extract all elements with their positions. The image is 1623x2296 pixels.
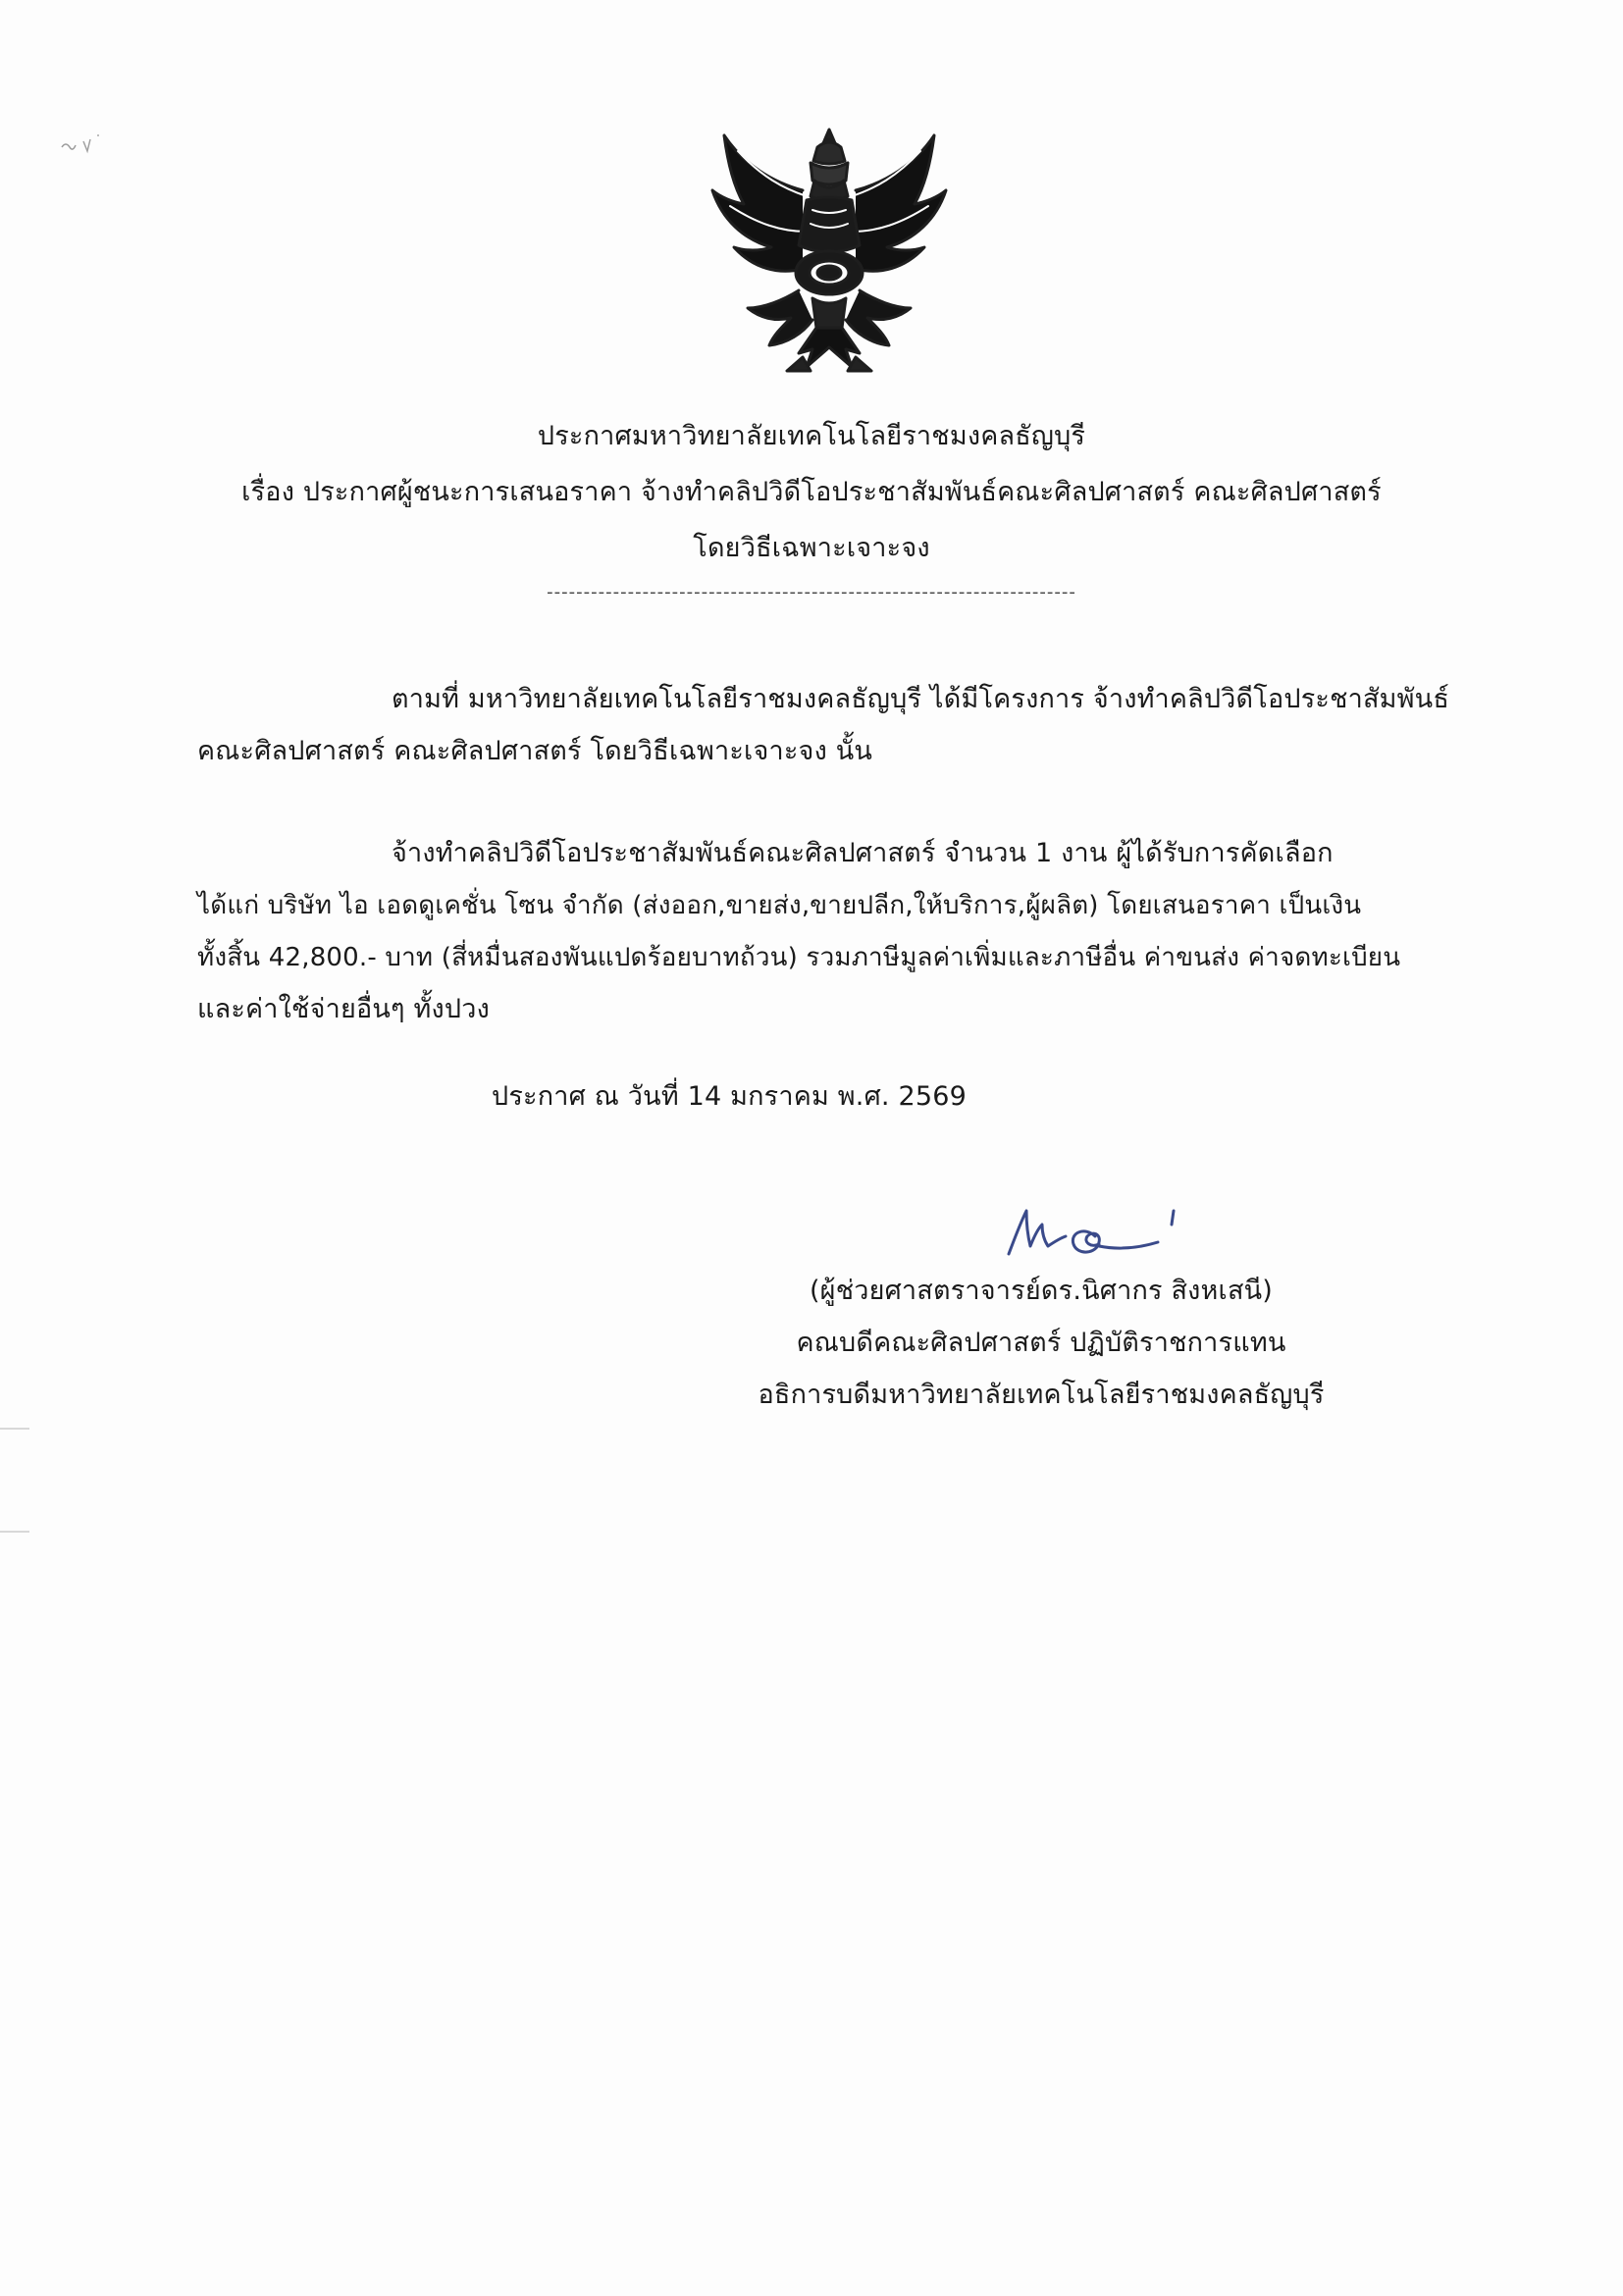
paragraph2-line2: ได้แก่ บริษัท ไอ เอดดูเคชั่น โซน จำกัด (ส่งออก,ขายส่ง,ขายปลีก,ให้บริการ,ผู้ผลิต) โดยเสนอราคา เป็นเงิน [197,891,1362,920]
paragraph2-line1: จ้างทำคลิปวิดีโอประชาสัมพันธ์คณะศิลปศาสตร์ จำนวน 1 งาน ผู้ได้รับการคัดเลือก [392,838,1334,868]
scan-edge-mark [0,1428,29,1430]
signer-position-line2: อธิการบดีมหาวิทยาลัยเทคโนโลยีราชมงคลธัญบุรี [758,1380,1325,1410]
paragraph2-line4: และค่าใช้จ่ายอื่นๆ ทั้งปวง [197,994,491,1024]
announcement-method: โดยวิธีเฉพาะเจาะจง [693,533,930,563]
paragraph1-line2: คณะศิลปศาสตร์ คณะศิลปศาสตร์ โดยวิธีเฉพาะเจาะจง นั้น [197,736,873,766]
announcement-title: ประกาศมหาวิทยาลัยเทคโนโลยีราชมงคลธัญบุรี [537,421,1086,451]
signer-position-line1: คณบดีคณะศิลปศาสตร์ ปฏิบัติราชการแทน [796,1328,1286,1358]
paragraph2-line3: ทั้งสิ้น 42,800.- บาท (สี่หมื่นสองพันแปดร้อยบาทถ้วน) รวมภาษีมูลค่าเพิ่มและภาษีอื่น ค่าขนส่ง ค่าจดทะเบียน [197,943,1401,972]
scan-edge-mark [0,1531,29,1533]
scan-speck [54,128,113,167]
garuda-emblem-icon [705,126,954,383]
announce-date: ประกาศ ณ วันที่ 14 มกราคม พ.ศ. 2569 [492,1081,967,1112]
announcement-subject: เรื่อง ประกาศผู้ชนะการเสนอราคา จ้างทำคลิปวิดีโอประชาสัมพันธ์คณะศิลปศาสตร์ คณะศิลปศาสตร์ [241,477,1382,507]
signature-icon [1001,1203,1207,1272]
signer-name: (ผู้ช่วยศาสตราจารย์ดร.นิศากร สิงหเสนี) [809,1276,1274,1306]
paragraph1-line1: ตามที่ มหาวิทยาลัยเทคโนโลยีราชมงคลธัญบุรี ได้มีโครงการ จ้างทำคลิปวิดีโอประชาสัมพันธ์ [392,684,1450,714]
separator-line: ------------------------------------------------------------------------ [547,582,1076,602]
